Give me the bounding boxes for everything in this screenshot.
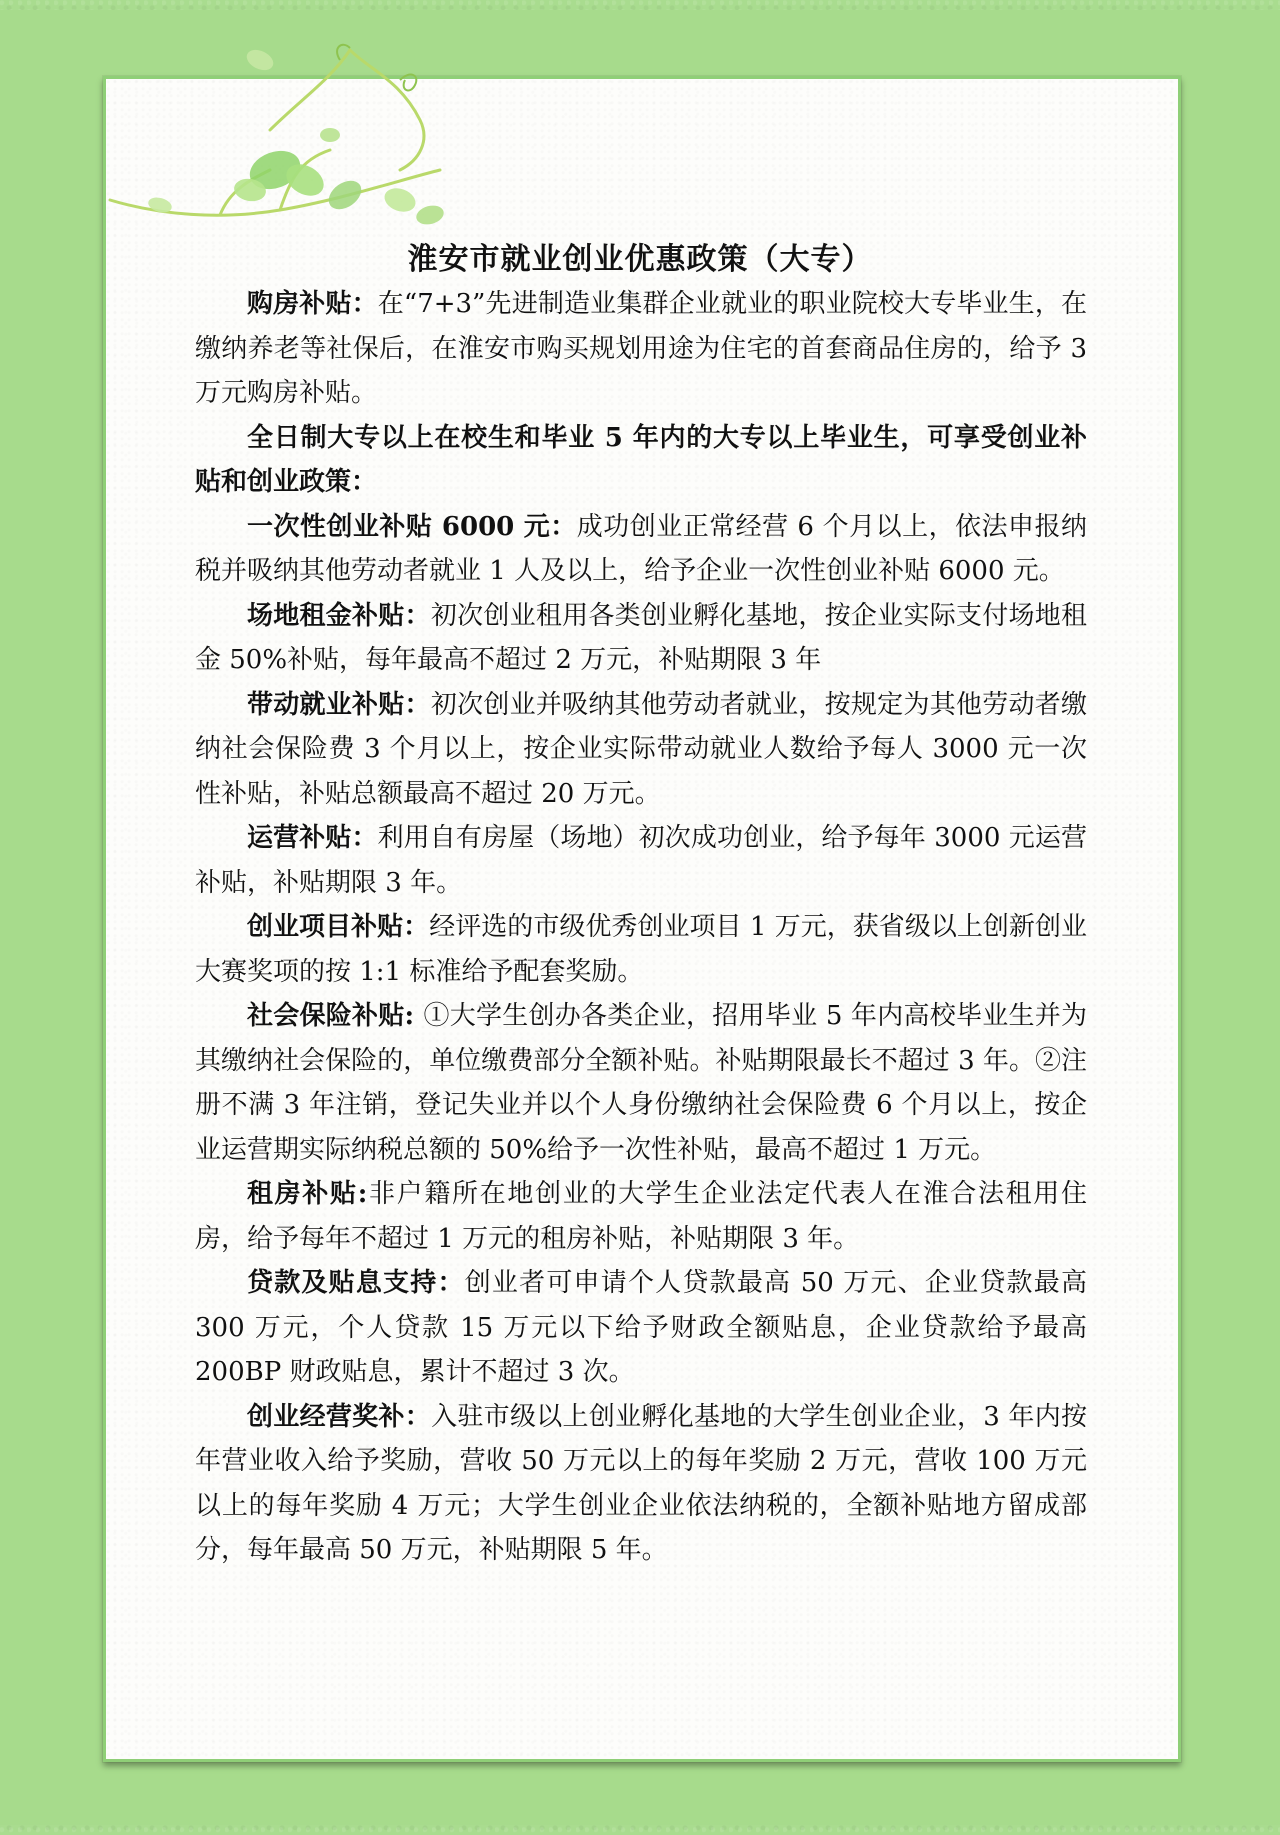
policy-label: 一次性创业补贴 6000 元：: [247, 511, 577, 542]
policy-paragraph: [195, 1395, 1087, 1573]
policy-paragraph: [195, 1261, 1087, 1395]
policy-label: 带动就业补贴：: [247, 689, 431, 720]
policy-paragraph: [195, 594, 1087, 683]
policy-label: 创业经营奖补：: [247, 1401, 432, 1432]
policy-text: 创业者可申请个人贷款最高 50 万元、企业贷款最高 300 万元，个人贷款 15 万元以下给予财政全额贴息，企业贷款给予最高 200BP 财政贴息，累计不超过 3 次。: [195, 1268, 1087, 1387]
policy-label: 场地租金补贴：: [247, 600, 431, 631]
document-title: 淮安市就业创业优惠政策（大专）: [407, 242, 873, 277]
policy-paragraph: [195, 816, 1087, 905]
policy-label: 购房补贴：: [247, 289, 378, 319]
policy-paragraph: [195, 683, 1087, 817]
policy-paragraph: [195, 282, 1087, 416]
policy-text: 利用自有房屋（场地）初次成功创业，给予每年 3000 元运营补贴，补贴期限 3 年。: [195, 823, 1087, 898]
policy-label: 运营补贴：: [247, 823, 378, 853]
policy-text: 入驻市级以上创业孵化基地的大学生创业企业，3 年内按年营业收入给予奖励，营收 50 万元以上的每年奖励 2 万元，营收 100 万元以上的每年奖励 4 万元；大学生创业企业依法纳税的，全额补贴地方留成部分，每年最高 50 万元，补贴期限 5 年。: [195, 1401, 1087, 1565]
policy-text: 非户籍所在地创业的大学生企业法定代表人在淮合法租用住房，给予每年不超过 1 万元的租房补贴，补贴期限 3 年。: [195, 1179, 1087, 1254]
policy-label: 贷款及贴息支持：: [247, 1268, 465, 1298]
policy-text: 成功创业正常经营 6 个月以上，依法申报纳税并吸纳其他劳动者就业 1 人及以上，给予企业一次性创业补贴 6000 元。: [195, 511, 1088, 586]
policy-text: ①大学生创办各类企业，招用毕业 5 年内高校毕业生并为其缴纳社会保险的，单位缴费部分全额补贴。补贴期限最长不超过 3 年。②注册不满 3 年注销，登记失业并以个人身份缴纳社会保险费 6 个月以上，按企业运营期实际纳税总额的 50%给予一次性补贴，最高不超过 1 万元。: [195, 1001, 1087, 1165]
policy-paragraph: [195, 416, 1087, 505]
policy-text: 经评选的市级优秀创业项目 1 万元，获省级以上创新创业大赛奖项的按 1:1 标准给予配套奖励。: [195, 912, 1087, 987]
policy-text: 初次创业并吸纳其他劳动者就业，按规定为其他劳动者缴纳社会保险费 3 个月以上，按企业实际带动就业人数给予每人 3000 元一次性补贴，补贴总额最高不超过 20 万元。: [195, 689, 1087, 809]
policy-paragraph: [195, 905, 1087, 994]
policy-paragraph: [195, 505, 1087, 594]
policy-text: 初次创业租用各类创业孵化基地，按企业实际支付场地租金 50%补贴，每年最高不超过 2 万元，补贴期限 3 年: [195, 600, 1087, 675]
policy-paragraph: [195, 1172, 1087, 1261]
policy-content: [195, 282, 1087, 1573]
policy-text: 在“7+3”先进制造业集群企业就业的职业院校大专毕业生，在缴纳养老等社保后，在淮安市购买规划用途为住宅的首套商品住房的，给予 3 万元购房补贴。: [195, 289, 1087, 408]
policy-label: 租房补贴:: [247, 1179, 368, 1209]
policy-label: 社会保险补贴:: [247, 1001, 424, 1031]
policy-paragraph: [195, 994, 1087, 1172]
policy-label: 全日制大专以上在校生和毕业 5 年内的大专以上毕业生，可享受创业补贴和创业政策：: [195, 422, 1087, 497]
policy-label: 创业项目补贴：: [247, 912, 430, 942]
